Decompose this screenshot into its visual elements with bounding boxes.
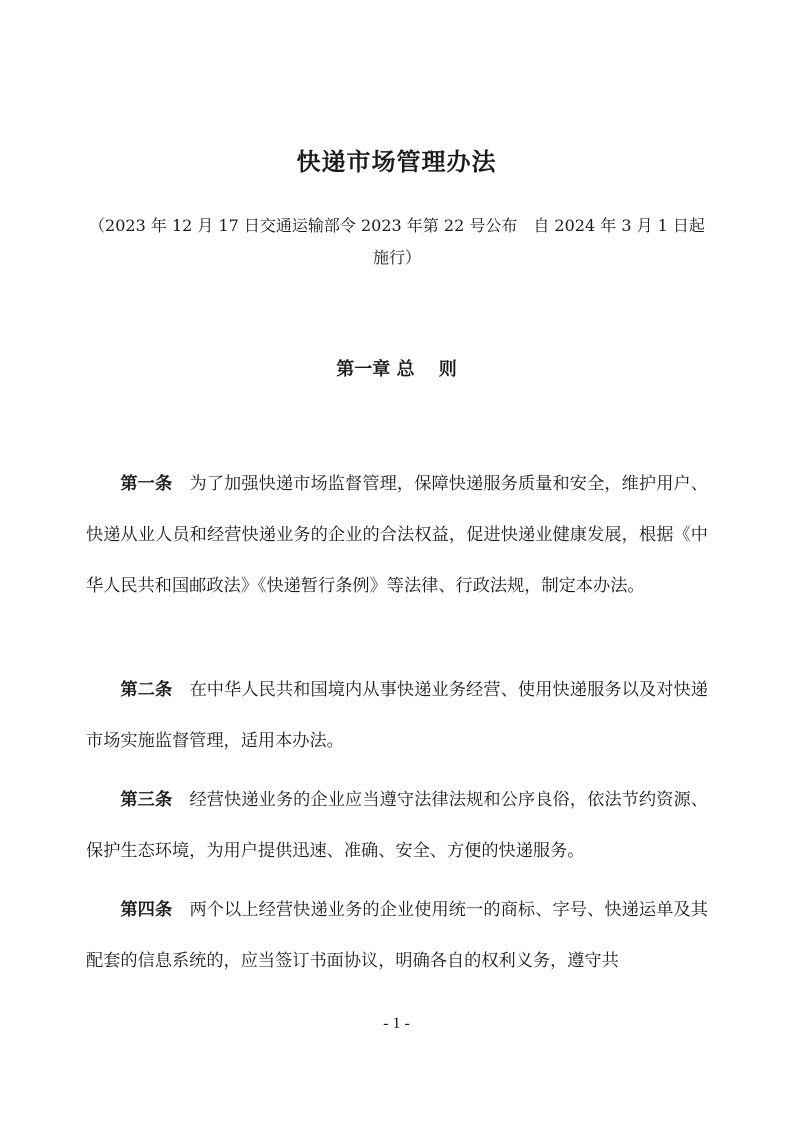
- article-3: [86, 775, 708, 877]
- chapter-heading: 第一章 总 则: [336, 359, 457, 380]
- article-number: 第二条: [120, 680, 173, 700]
- page-number: - 1 -: [383, 1015, 410, 1032]
- article-number: 第三条: [120, 790, 173, 810]
- article-text: 两个以上经营快递业务的企业使用统一的商标、字号、快递运单及其配套的信息系统的，应当签订书面协议，明确各自的权利义务，遵守共: [86, 900, 708, 971]
- document-subtitle: （2023 年 12 月 17 日交通运输部令 2023 年第 22 号公布 自 2024 年 3 月 1 日起施行）: [89, 216, 705, 267]
- article-number: 第一条: [120, 474, 173, 494]
- article-number: 第四条: [120, 900, 173, 920]
- article-text: 为了加强快递市场监督管理，保障快递服务质量和安全，维护用户、快递从业人员和经营快递业务的企业的合法权益，促进快递业健康发展，根据《中华人民共和国邮政法》《快递暂行条例》等法律、行政法规，制定本办法。: [86, 474, 708, 596]
- document-title: 快递市场管理办法: [296, 148, 497, 176]
- article-text: 在中华人民共和国境内从事快递业务经营、使用快递服务以及对快递市场实施监督管理，适用本办法。: [86, 680, 708, 751]
- article-1: [86, 459, 708, 612]
- article-4: [86, 885, 708, 987]
- article-text: 经营快递业务的企业应当遵守法律法规和公序良俗，依法节约资源、保护生态环境，为用户提供迅速、准确、安全、方便的快递服务。: [86, 790, 708, 861]
- article-2: [86, 665, 708, 767]
